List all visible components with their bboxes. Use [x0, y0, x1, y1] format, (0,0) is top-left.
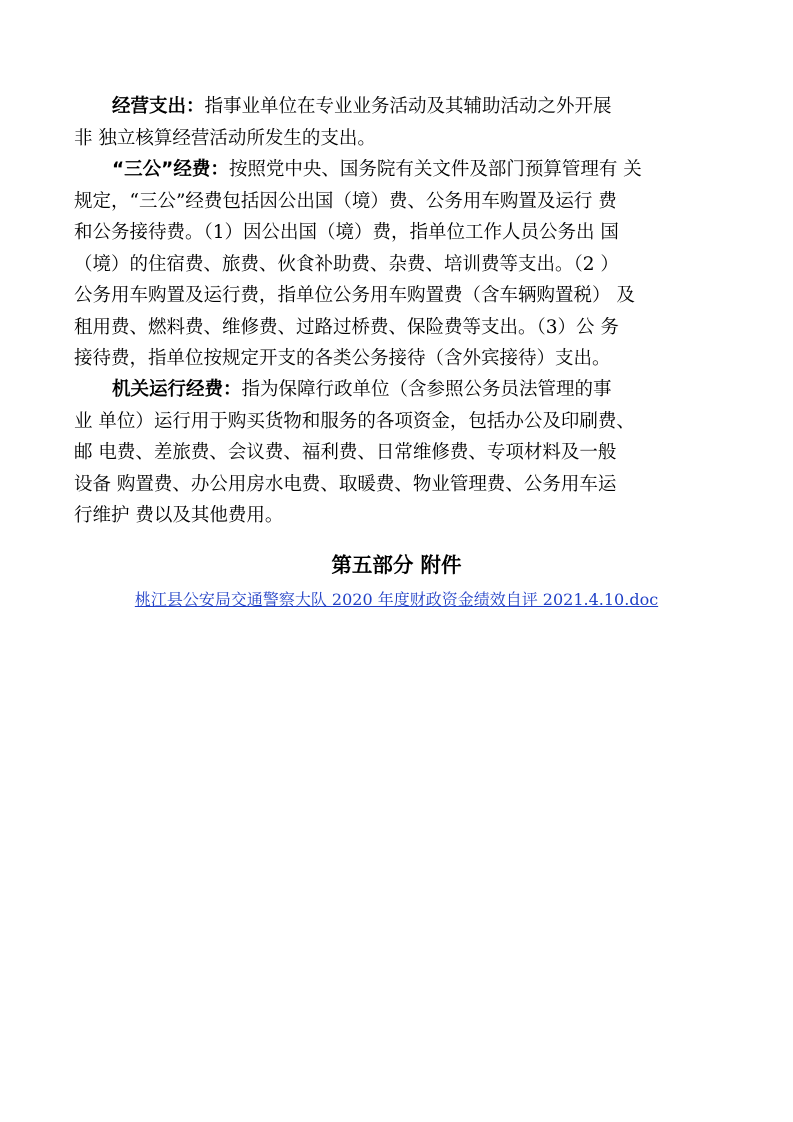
definition-term: 机关运行经费：: [112, 379, 242, 400]
definition-first-line: [74, 91, 714, 123]
definition-first-line: [74, 154, 714, 186]
definition-text: （境）的住宿费、旅费、伙食补助费、杂费、培训费等支出。（2 ）: [74, 253, 619, 275]
definition-text: 邮 电费、差旅费、会议费、福利费、日常维修费、专项材料及一般: [74, 442, 617, 463]
definition-text: 指为保障行政单位（含参照公务员法管理的事: [241, 379, 612, 400]
definition-text: 设备 购置费、办公用房水电费、取暖费、物业管理费、公务用车运: [74, 473, 617, 495]
definition-text: 公务用车购置及运行费，指单位公务用车购置费（含车辆购置税） 及: [74, 285, 635, 306]
definition-text: 指事业单位在专业业务活动及其辅助活动之外开展: [204, 96, 612, 117]
definition-term: “三公”经费：: [112, 159, 229, 180]
definition-text: 规定，“三公”经费包括因公出国（境）费、公务用车购置及运行 费: [74, 190, 617, 212]
attachment-link-container: [0, 588, 793, 612]
definition-agency-operating-expenses: [74, 374, 714, 532]
definition-text: 非 独立核算经营活动所发生的支出。: [74, 127, 376, 149]
definition-text: 业 单位）运行用于购买货物和服务的各项资金，包括办公及印刷费、: [74, 410, 635, 432]
definition-text: 租用费、燃料费、维修费、过路过桥费、保险费等支出。（3）公 务: [74, 316, 619, 338]
section-title: 第五部分 附件: [331, 553, 462, 577]
definition-three-public-expenses: [74, 154, 714, 375]
definition-first-line: [74, 374, 714, 406]
definition-text: 和公务接待费。（1）因公出国（境）费，指单位工作人员公务出 国: [74, 222, 619, 243]
definition-text: 接待费，指单位按规定开支的各类公务接待（含外宾接待）支出。: [74, 348, 611, 369]
definition-text: 行维护 费以及其他费用。: [74, 505, 284, 526]
definition-term: 经营支出：: [112, 96, 205, 117]
attachment-link[interactable]: 桃江县公安局交通警察大队 2020 年度财政资金绩效自评 2021.4.10.doc: [134, 590, 659, 609]
definition-text: 按照党中央、国务院有关文件及部门预算管理有 关: [228, 159, 642, 180]
definition-business-expenditure: [74, 91, 714, 154]
